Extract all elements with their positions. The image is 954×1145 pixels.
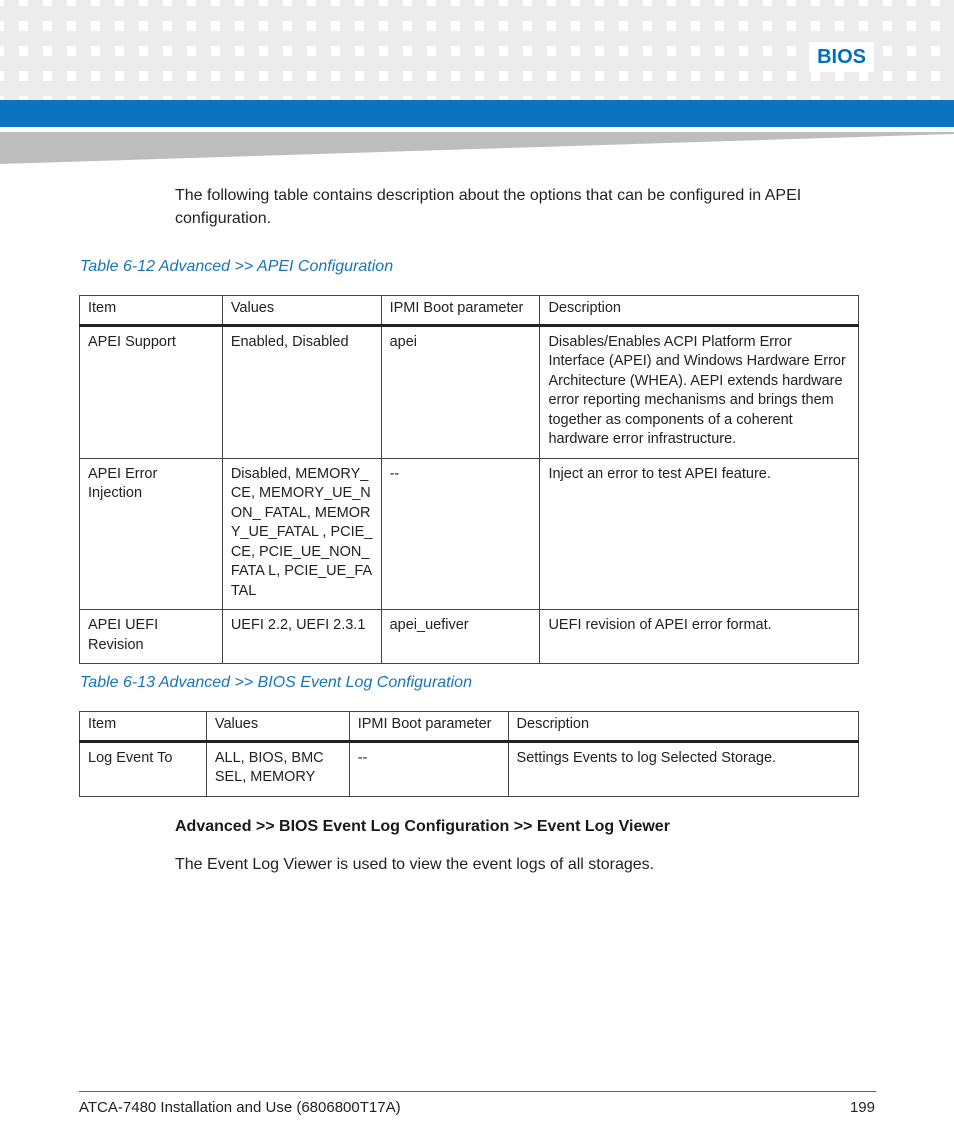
bios-event-log-table xyxy=(79,711,859,797)
description-cell: Disables/Enables ACPI Platform Error Interface (APEI) and Windows Hardware Error Architecture (WHEA). AEPI extends hardware error reporting mechanisms and brings them together as components of a coherent hardware error infrastructure. xyxy=(540,325,859,458)
values-cell: UEFI 2.2, UEFI 2.3.1 xyxy=(222,610,381,664)
apei-configuration-table xyxy=(79,295,859,664)
table-header-row xyxy=(80,296,859,326)
column-header: Description xyxy=(540,296,859,326)
column-header: Item xyxy=(80,712,207,742)
description-cell: Settings Events to log Selected Storage. xyxy=(508,741,858,796)
section-heading: Advanced >> BIOS Event Log Configuration >> Event Log Viewer xyxy=(175,818,670,835)
item-cell: APEI Support xyxy=(80,325,223,458)
chapter-title: BIOS xyxy=(809,42,874,72)
footer-doc-title: ATCA-7480 Installation and Use (6806800T17A) xyxy=(79,1099,401,1116)
item-cell: Log Event To xyxy=(80,741,207,796)
values-cell: Disabled, MEMORY_CE, MEMORY_UE_NON_ FATAL, MEMORY_UE_FATAL , PCIE_CE, PCIE_UE_NON_FATA L, PCIE_UE_FATAL xyxy=(222,458,381,610)
ipmi-cell: apei_uefiver xyxy=(381,610,540,664)
intro-paragraph: The following table contains description about the options that can be configured in APEI configuration. xyxy=(175,187,802,227)
description-cell: Inject an error to test APEI feature. xyxy=(540,458,859,610)
values-cell: Enabled, Disabled xyxy=(222,325,381,458)
table-13-caption: Table 6-13 Advanced >> BIOS Event Log Configuration xyxy=(80,674,472,691)
header-blue-bar xyxy=(0,100,954,127)
table-12-caption: Table 6-12 Advanced >> APEI Configuration xyxy=(80,258,394,275)
footer-rule xyxy=(79,1091,876,1092)
column-header: IPMI Boot parameter xyxy=(381,296,540,326)
ipmi-cell: apei xyxy=(381,325,540,458)
item-cell: APEI UEFI Revision xyxy=(80,610,223,664)
ipmi-cell: -- xyxy=(349,741,508,796)
table-row xyxy=(80,325,859,458)
item-cell: APEI Error Injection xyxy=(80,458,223,610)
column-header: Values xyxy=(206,712,349,742)
column-header: Values xyxy=(222,296,381,326)
table-header-row xyxy=(80,712,859,742)
table-row xyxy=(80,610,859,664)
table-row xyxy=(80,458,859,610)
ipmi-cell: -- xyxy=(381,458,540,610)
values-cell: ALL, BIOS, BMC SEL, MEMORY xyxy=(206,741,349,796)
column-header: Description xyxy=(508,712,858,742)
section-paragraph: The Event Log Viewer is used to view the event logs of all storages. xyxy=(175,856,655,873)
page-number: 199 xyxy=(849,1099,875,1116)
header-grey-wedge xyxy=(0,132,954,164)
table-row xyxy=(80,741,859,796)
column-header: IPMI Boot parameter xyxy=(349,712,508,742)
description-cell: UEFI revision of APEI error format. xyxy=(540,610,859,664)
column-header: Item xyxy=(80,296,223,326)
